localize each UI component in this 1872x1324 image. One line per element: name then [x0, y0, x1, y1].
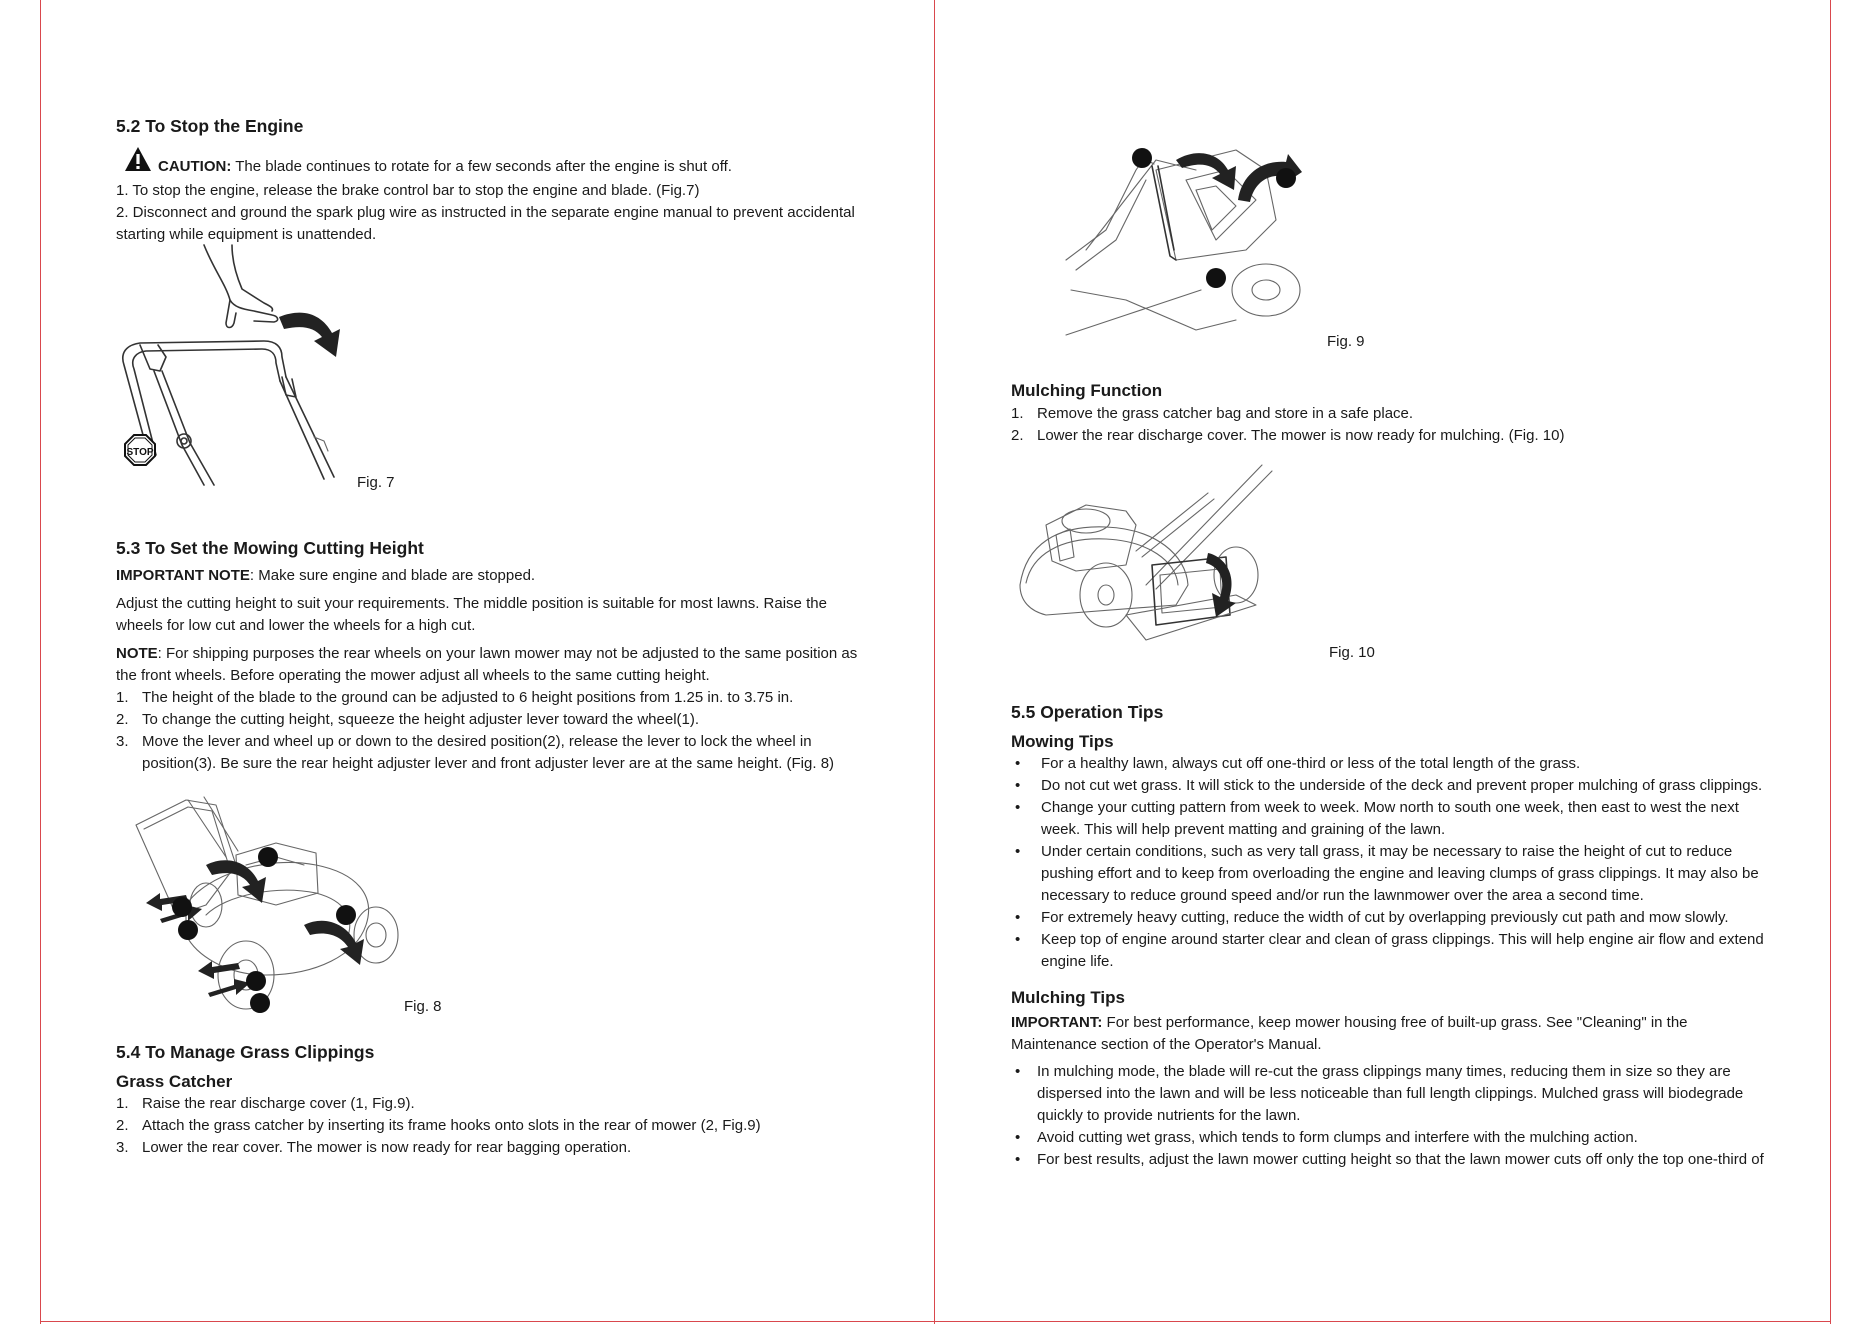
catcher-step-2: 2. Attach the grass catcher by inserting its frame hooks onto slots in the rear of mower (2, Fig.9): [116, 1117, 761, 1134]
stop-step-2: 2. Disconnect and ground the spark plug wire as instructed in the separate engine manual to prevent accidental: [116, 204, 855, 221]
caution-label: CAUTION:: [158, 158, 232, 175]
warning-triangle-icon: [124, 146, 152, 172]
fig9-illustration: [1066, 140, 1306, 340]
stop-step-1: 1. To stop the engine, release the brake control bar to stop the engine and blade. (Fig.7): [116, 182, 700, 199]
shipping-note-text: : For shipping purposes the rear wheels on your lawn mower may not be adjusted to the same position as: [157, 645, 858, 662]
height-step-2: 2. To change the cutting height, squeeze the height adjuster lever toward the wheel(1).: [116, 711, 700, 728]
caution-text: The blade continues to rotate for a few seconds after the engine is shut off.: [231, 158, 732, 175]
bullet-icon: •: [1015, 799, 1021, 816]
bullet-text-line: In mulching mode, the blade will re-cut the grass clippings many times, reducing them in size so they are: [1037, 1063, 1731, 1080]
bullet-text-line: Keep top of engine around starter clear and clean of grass clippings. This will help engine air flow and extend: [1041, 931, 1764, 948]
grass-catcher-heading: Grass Catcher: [116, 1072, 233, 1091]
mulching-step-1: 1. Remove the grass catcher bag and store in a safe place.: [1011, 405, 1414, 422]
section-heading-5-5: 5.5 Operation Tips: [1011, 702, 1164, 722]
page-border-left: [40, 0, 41, 1324]
bullet-text-line: Change your cutting pattern from week to week. Mow north to south one week, then east to west the next: [1041, 799, 1739, 816]
mulching-important-label: IMPORTANT:: [1011, 1014, 1103, 1031]
fig10-illustration: [1016, 465, 1286, 655]
catcher-step-3: 3. Lower the rear cover. The mower is now ready for rear bagging operation.: [116, 1139, 632, 1156]
mulching-important-text: For best performance, keep mower housing free of built-up grass. See "Cleaning" in the: [1102, 1014, 1688, 1031]
cutting-height-para-2: wheels for low cut and lower the wheels for a high cut.: [116, 617, 476, 634]
bullet-icon: •: [1015, 1063, 1021, 1080]
important-note-label: IMPORTANT NOTE: [116, 567, 250, 584]
curved-arrow-icon: [279, 313, 340, 357]
fig7-caption: Fig. 7: [357, 474, 395, 491]
bullet-text-line: For a healthy lawn, always cut off one-third or less of the total length of the grass.: [1041, 755, 1581, 772]
cutting-height-para-1: Adjust the cutting height to suit your requirements. The middle position is suitable for most lawns. Raise the: [116, 595, 827, 612]
height-step-1: 1. The height of the blade to the ground can be adjusted to 6 height positions from 1.25 in. to 3.75 in.: [116, 689, 794, 706]
bullet-text-line: necessary to reduce ground speed and/or run the lawnmower over the area a second time.: [1041, 887, 1644, 904]
bullet-text-line: dispersed into the lawn and will be less noticeable than full length clippings. Mulched grass will biodegrade: [1037, 1085, 1744, 1102]
bullet-text-line: Avoid cutting wet grass, which tends to form clumps and interfere with the mulching action.: [1037, 1129, 1638, 1146]
fig7-illustration: [114, 245, 434, 485]
bullet-text-line: quickly to provide nutrients for the lawn.: [1037, 1107, 1301, 1124]
height-step-3: 3. Move the lever and wheel up or down to the desired position(2), release the lever to lock the wheel in position(3). Be sure the rear height adjuster lever and front adjuster lever are at the same height. (Fig. 8): [116, 733, 835, 772]
shipping-note-line-2: the front wheels. Before operating the mower adjust all wheels to the same cutting height.: [116, 667, 710, 684]
bullet-icon: •: [1015, 843, 1021, 860]
bullet-text-line: Do not cut wet grass. It will stick to the underside of the deck and prevent proper mulching of grass clippings.: [1041, 777, 1763, 794]
mulching-important-line-1: [1011, 1012, 1688, 1034]
caution-line: [158, 156, 732, 178]
fig8-caption: Fig. 8: [404, 998, 442, 1015]
bullet-text-line: pushing effort and to keep from overloading the engine and leaving clumps of grass clippings. It may also be: [1041, 865, 1759, 882]
stop-sign-text: STOP: [126, 447, 154, 458]
bullet-text-line: engine life.: [1041, 953, 1114, 970]
section-heading-5-4: 5.4 To Manage Grass Clippings: [116, 1042, 375, 1062]
important-note-text: : Make sure engine and blade are stopped.: [249, 567, 536, 584]
mulching-tips-heading: Mulching Tips: [1011, 988, 1125, 1007]
bullet-text-line: Under certain conditions, such as very tall grass, it may be necessary to raise the height of cut to reduce: [1041, 843, 1733, 860]
stop-step-2-cont: starting while equipment is unattended.: [116, 226, 377, 243]
bullet-text-line: For best results, adjust the lawn mower cutting height so that the lawn mower cuts off only the top one-third of: [1037, 1151, 1764, 1168]
bullet-icon: •: [1015, 777, 1021, 794]
right-page: [941, 0, 1841, 1324]
shipping-note-line-1: [116, 643, 857, 665]
bullet-text-line: For extremely heavy cutting, reduce the width of cut by overlapping previously cut path and mow slowly.: [1041, 909, 1729, 926]
mulching-function-heading: Mulching Function: [1011, 381, 1163, 400]
mowing-tips-heading: Mowing Tips: [1011, 732, 1114, 751]
fig9-caption: Fig. 9: [1327, 333, 1365, 350]
bullet-text-line: week. This will help prevent matting and graining of the lawn.: [1041, 821, 1446, 838]
bullet-icon: •: [1015, 1151, 1021, 1168]
bullet-icon: •: [1015, 909, 1021, 926]
mulching-step-2: 2. Lower the rear discharge cover. The mower is now ready for mulching. (Fig. 10): [1011, 427, 1565, 444]
important-note-line: [116, 565, 535, 587]
bullet-icon: •: [1015, 755, 1021, 772]
fig10-caption: Fig. 10: [1329, 644, 1375, 661]
bullet-icon: •: [1015, 1129, 1021, 1146]
bullet-icon: •: [1015, 931, 1021, 948]
section-heading-5-3: 5.3 To Set the Mowing Cutting Height: [116, 538, 424, 558]
mulching-important-line-2: Maintenance section of the Operator's Manual.: [1011, 1036, 1322, 1053]
left-page: [42, 0, 942, 1324]
stop-sign-icon: [125, 435, 155, 465]
section-heading-5-2: 5.2 To Stop the Engine: [116, 116, 304, 136]
fig8-illustration: [126, 795, 416, 1025]
catcher-step-1: 1. Raise the rear discharge cover (1, Fig.9).: [116, 1095, 415, 1112]
shipping-note-label: NOTE: [116, 645, 158, 662]
